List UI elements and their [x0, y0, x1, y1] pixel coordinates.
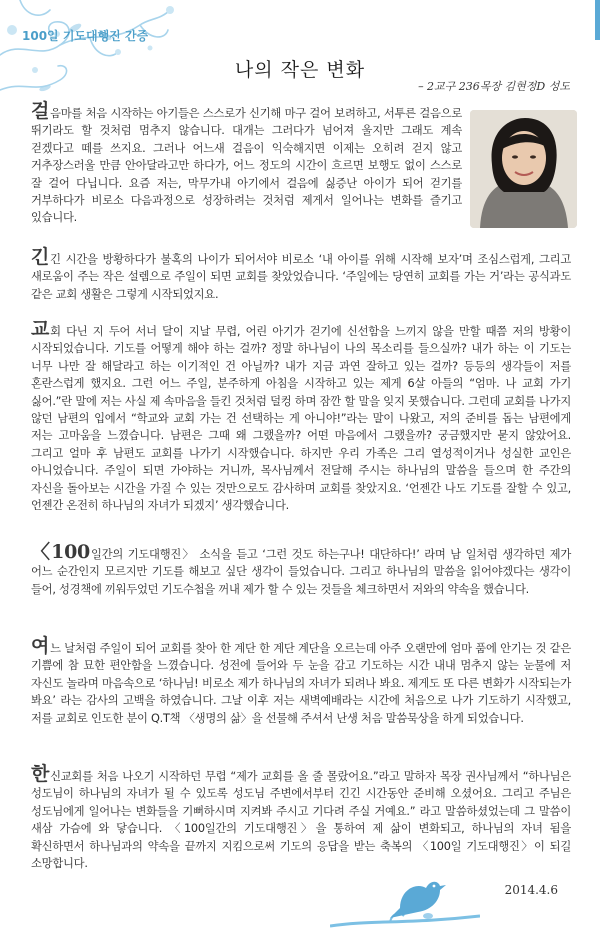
bird-on-branch-icon: [330, 868, 480, 931]
article-title: 나의 작은 변화: [234, 59, 366, 81]
drop-cap: 교: [31, 318, 50, 340]
paragraph-text: 회 다닌 지 두어 서너 달이 지날 무렵, 어린 아기가 걷기에 신선함을 느끼지 않을 만할 때쯤 저의 방황이 시작되었습니다. 기도를 어떻게 해야 하는 걸까? 정말 하나님이 나의 목소리를 들으실까? 내가 하는 이 기도는 너무 나만 잘 해달라고 하는 이기적인 건 아닐까? 내가 지금 과연 잘하고 있는 걸까? 등등의 생각들이 저를 혼란스럽게 했지요. 그런 어느 주일, 분주하게 아침을 시작하고 있는 제게 6살 아들의 “엄마. 나 교회 가기 싫어.”란 말에 저는 사실 제 속마음을 들킨 것처럼 덜컹 하며 잠깐 할 말을 잊지 못했습니다. 그런데 교회를 나가지 않던 남편의 입에서 “학교와 교회 가는 건 선택하는 게 아니야!”라는 말이 나왔고, 저의 준비를 돕는 남편에게 저는 고마움을 느꼈습니다. 남편은 그때 왜 그랬을까? 어떤 마음에서 그랬을까? 궁금했지만 묻지 않았어요. 그리고 얼마 후 남편도 교회를 나가기 시작했습니다. 하지만 우리 가족은 그리 열성적이거나 성실한 교인은 아니었습니다. 주일이 되면 가야하는 거니까, 목사님께서 전달해 주시는 하나님의 말씀을 들으며 한 주간의 자신을 돌아보는 시간을 가질 수 있는 것만으로도 감사하며 교회를 찾았지요. ‘언젠간 나도 기도를 잘할 수 있고, 언젠간 온전히 하나님의 자녀가 되겠지’ 생각했습니다.: [31, 325, 571, 513]
paragraph-3: [31, 318, 571, 514]
drop-cap: 긴: [31, 246, 50, 268]
paragraph-text: 느 날처럼 주일이 되어 교회를 찾아 한 계단 한 계단 계단을 오르는데 아주 오랜만에 엄마 품에 안기는 것 같은 기쁨에 참 묘한 편안함을 느꼈습니다. 성전에 들어와 두 눈을 감고 기도하는 시간 내내 멈추지 않는 눈물에 저 자신도 놀라며 마음속으로 ‘하나님! 비로소 제가 하나님의 자녀가 되려나 봐요. 제게도 또 다른 변화가 시작되는가 봐요’ 라는 감사의 고백을 하였습니다. 그날 이후 저는 새벽예배라는 시간에 처음으로 나가 기도하기 시작했고, 저를 교회로 인도한 분이 Q.T책 〈생명의 삶〉을 선물해 주셔서 난생 처음 말씀묵상을 하게 되었습니다.: [31, 642, 571, 725]
paragraph-5: [31, 635, 571, 727]
paragraph-2: [31, 246, 571, 303]
paragraph-1: [31, 100, 462, 227]
drop-cap: 〈100: [31, 541, 91, 563]
drop-cap: 여: [31, 635, 50, 657]
paragraph-text: 일간의 기도대행진〉 소식을 듣고 ‘그런 것도 하는구나! 대단하다!’ 라며 남 일처럼 생각하던 제가 어느 순간인지 모르지만 기도를 해보고 싶단 생각이 들었습니다. 그리고 하나님의 말씀을 읽어야겠다는 생각이 들어, 성경책에 끼워두었던 기도수첩을 꺼내 제가 할 수 있는 것들을 체크하면서 저와의 약속을 했습니다.: [31, 548, 571, 596]
series-title: 100일 기도대행진 간증: [22, 29, 149, 43]
page-edge-accent: [595, 0, 600, 40]
paragraph-text: 긴 시간을 방황하다가 불혹의 나이가 되어서야 비로소 ‘내 아이를 위해 시작해 보자’며 조심스럽게, 그리고 새로움이 주는 작은 설렘으로 주일이 되면 교회를 찾았었습니다. ‘주일에는 당연히 교회를 가는 거’라는 공식과도 같은 교회 생활은 그렇게 시작되었지요.: [31, 253, 571, 301]
paragraph-text: 음마를 처음 시작하는 아기들은 스스로가 신기해 마구 걸어 보려하고, 서투른 걸음으로 뛰기라도 할 것처럼 멈추지 않습니다. 대개는 그러다가 넘어져 울지만 그래도 계속 걷겠다고 떼를 쓰지요. 그러나 어느새 걸음이 익숙해지면 이제는 오히려 걷지 않고 거추장스러울 만큼 안아달라고만 하다가, 어느 정도의 시간이 흐르면 보행도 없이 스스로 잘 걸어 다닙니다. 요즘 저는, 막무가내 아기에서 걸음에 싫증난 아이가 되어 걷기를 거부하다가 비로소 다음과정으로 성장하려는 것처럼 제게서 일어나는 변화를 즐기고 있습니다.: [31, 107, 462, 225]
drop-cap: 한: [31, 763, 50, 785]
paragraph-6: [31, 763, 571, 872]
article-author: – 2교구 236목장 김현정D 성도: [418, 80, 570, 93]
paragraph-text: 신교회를 처음 나오기 시작하던 무렵 “제가 교회를 올 줄 몰랐어요.”라고 말하자 목장 권사님께서 “하나님은 성도님이 하나님의 자녀가 될 수 있도록 성도님 주변에서부터 긴긴 시간동안 준비해 오셨어요. 그리고 주님은 성도님에게 일어나는 변화들을 기뻐하시며 지켜봐 주시고 기다려 주실 거예요.” 라고 말씀하셨었는데 그 말씀이 새삼 가슴에 와 닿습니다. 〈100일간의 기도대행진〉을 통하여 제 삶이 변화되고, 하나님의 자녀 됨을 확신하면서 하나님과의 약속을 끝까지 지킴으로써 기도의 응답을 받는 축복의 〈100일 기도대행진〉이 되길 소망합니다.: [31, 770, 571, 871]
author-photo: [470, 110, 577, 228]
paragraph-4: [31, 541, 571, 598]
drop-cap: 걸: [31, 100, 50, 122]
article-date: 2014.4.6: [504, 883, 558, 897]
